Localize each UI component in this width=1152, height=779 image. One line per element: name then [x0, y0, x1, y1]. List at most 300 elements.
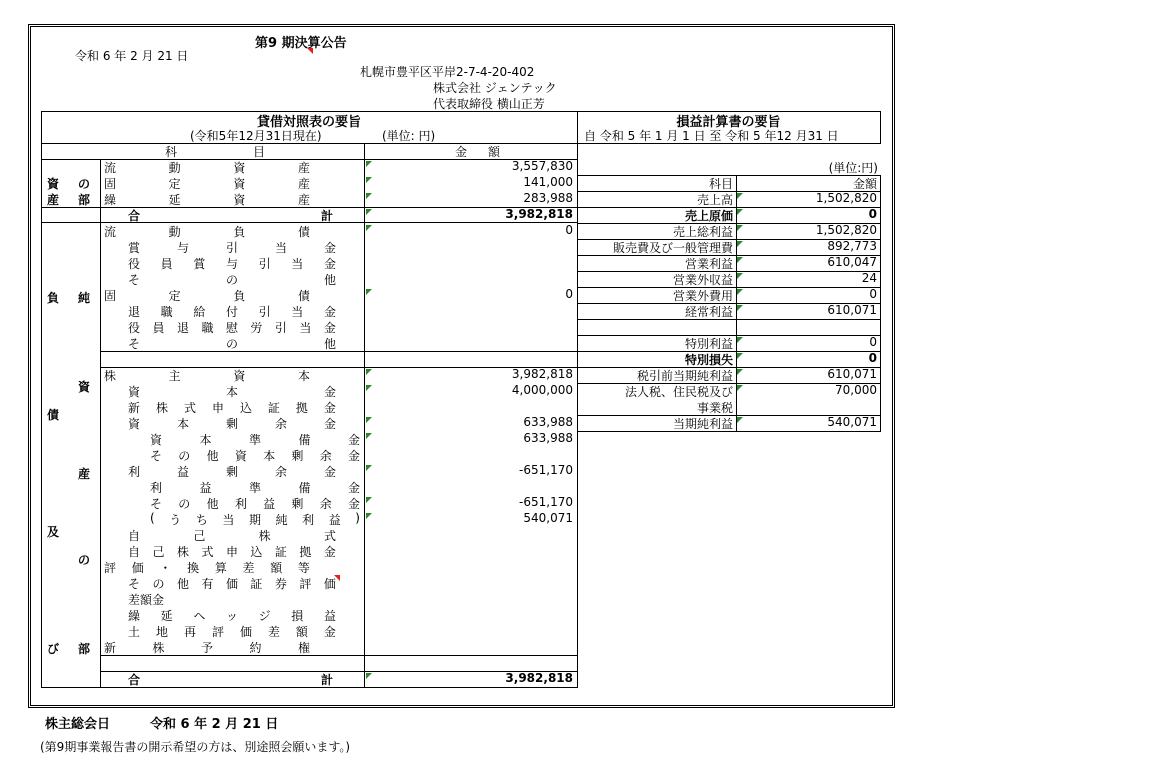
equity-item-16-char: 額: [295, 625, 308, 639]
le-side-label-1: 純: [78, 291, 91, 305]
equity-item-9-char: 期: [248, 513, 261, 527]
equity-item-16-char: 価: [239, 625, 252, 639]
equity-value-8: -651,170: [519, 495, 573, 509]
asset-item-0-char: 流: [104, 161, 117, 175]
equity-item-5-char: 余: [319, 449, 332, 463]
le-side-label-3: 債: [47, 408, 60, 422]
equity-item-1: [128, 383, 336, 400]
liability-item-0-char: 流: [104, 225, 117, 239]
liability-item-6-char: 引: [274, 321, 287, 335]
equity-item-3-char: 余: [274, 417, 287, 431]
equity-item-8-char: 他: [206, 497, 219, 511]
equity-item-8-char: 利: [234, 497, 247, 511]
pl-row-label-4: 営業利益: [684, 257, 733, 271]
equity-item-8-char: 金: [347, 497, 360, 511]
liability-item-1-char: 賞: [128, 241, 141, 255]
le-side-label-8: 部: [78, 642, 91, 656]
equity-item-15-char: 延: [160, 609, 173, 623]
assets-label-2: の: [78, 177, 91, 191]
asset-value-0: 3,557,830: [511, 159, 573, 173]
equity-item-4: [150, 431, 360, 448]
equity-value-4: 633,988: [523, 431, 573, 445]
pl-row-value-12: 70,000: [835, 383, 877, 397]
equity-item-17-char: 予: [200, 641, 213, 655]
pl-row-label-12: 法人税、住民税及び: [624, 385, 733, 399]
asset-value-1: 141,000: [523, 175, 573, 189]
pl-col-item: 科目: [708, 177, 733, 191]
equity-item-0-char: 資: [233, 369, 246, 383]
equity-item-2-char: 式: [183, 401, 196, 415]
equity-item-6-char: 金: [323, 465, 336, 479]
cell-note-marker: [737, 417, 743, 423]
equity-item-15-char: ヘ: [193, 609, 206, 623]
equity-item-12-char: 差: [242, 561, 255, 575]
liability-item-5: [128, 303, 336, 320]
pl-row-label-11: 税引前当期純利益: [636, 369, 733, 383]
equity-item-3-char: 金: [323, 417, 336, 431]
equity-item-17: [104, 639, 310, 656]
equity-item-6-char: 余: [274, 465, 287, 479]
liability-item-5-char: 引: [258, 305, 271, 319]
equity-item-0: [104, 367, 310, 384]
equity-item-3-char: 本: [176, 417, 189, 431]
equity-item-6-char: 益: [176, 465, 189, 479]
asset-item-2-char: 延: [168, 193, 181, 207]
equity-value-0: 3,982,818: [511, 367, 573, 381]
cell-note-marker: [737, 385, 743, 391]
equity-item-17-char: 権: [297, 641, 310, 655]
assets-label-3: 産: [47, 193, 60, 207]
liability-item-2: [128, 255, 336, 272]
grid-line: [577, 143, 881, 144]
equity-item-16: [128, 623, 336, 640]
liability-item-1-char: 金: [323, 241, 336, 255]
liability-item-6: [128, 319, 336, 336]
equity-item-4-char: 本: [199, 433, 212, 447]
bs-col-amount: [455, 143, 500, 160]
equity-item-16-char: 評: [211, 625, 224, 639]
equity-item-10-char: 己: [193, 529, 206, 543]
equity-item-0-char: 主: [168, 369, 181, 383]
equity-item-15: [128, 607, 336, 624]
pl-row-label-10: 特別損失: [684, 353, 733, 367]
equity-item-5-char: そ: [150, 449, 163, 463]
equity-item-1-char: 金: [323, 385, 336, 399]
assets-total-label-char: 計: [320, 209, 333, 223]
equity-value-9: 540,071: [523, 511, 573, 525]
pl-row-value-4: 610,047: [827, 255, 877, 269]
liability-item-2-char: 当: [291, 257, 304, 271]
cell-note-marker: [366, 433, 372, 439]
cell-note-marker: [737, 225, 743, 231]
equity-item-7-char: 利: [150, 481, 163, 495]
equity-item-12-char: 換: [187, 561, 200, 575]
equity-item-9-char: (: [150, 511, 155, 525]
liability-item-0: [104, 223, 310, 240]
equity-item-10-char: 式: [323, 529, 336, 543]
equity-item-13-char: 証: [250, 577, 263, 591]
cell-note-marker: [366, 385, 372, 391]
equity-item-11-char: 株: [176, 545, 189, 559]
liability-item-3-char: の: [225, 273, 238, 287]
cell-note-marker: [366, 417, 372, 423]
liability-item-6-char: 職: [201, 321, 214, 335]
equity-item-13-char: 他: [176, 577, 189, 591]
cell-note-marker: [366, 369, 372, 375]
pl-row-label-9: 特別利益: [684, 337, 733, 351]
pl-period: 自 令和 5 年 1 月 1 日 至 令和 5 年12 月31 日: [584, 129, 839, 143]
liability-item-6-char: 金: [323, 321, 336, 335]
equity-item-11-char: 金: [323, 545, 336, 559]
liability-item-2-char: 金: [323, 257, 336, 271]
equity-item-17-char: 約: [249, 641, 262, 655]
footer-note: (第9期事業報告書の開示希望の方は、別途照会願います。): [40, 740, 351, 754]
le-total-label-char: 合: [128, 673, 141, 687]
equity-item-2-char: 証: [267, 401, 280, 415]
liability-item-5-char: 職: [160, 305, 173, 319]
equity-item-1-char: 資: [128, 385, 141, 399]
cell-note-marker: [737, 273, 743, 279]
equity-item-9-char: 純: [275, 513, 288, 527]
equity-item-7-char: 準: [248, 481, 261, 495]
pl-row-label-5: 営業外収益: [672, 273, 733, 287]
liability-item-0-char: 負: [233, 225, 246, 239]
cell-note-marker: [737, 353, 743, 359]
equity-item-8-char: 益: [263, 497, 276, 511]
le-side-label-5: 及: [47, 525, 60, 539]
equity-item-7: [150, 479, 360, 496]
liability-item-5-char: 金: [323, 305, 336, 319]
asset-item-0-char: 資: [233, 161, 246, 175]
cell-note-marker: [366, 193, 372, 199]
equity-item-11-char: 証: [274, 545, 287, 559]
cell-note-marker: [366, 513, 372, 519]
equity-item-10-char: 株: [258, 529, 271, 543]
pl-row-value-2: 1,502,820: [815, 223, 877, 237]
cell-note-marker: [366, 465, 372, 471]
asset-item-2: [104, 191, 310, 208]
liability-item-1-char: 当: [274, 241, 287, 255]
asset-item-2-char: 繰: [104, 193, 117, 207]
asset-item-1-char: 定: [168, 177, 181, 191]
equity-item-12-char: 評: [104, 561, 117, 575]
bs-col-amount-char: 金: [455, 145, 468, 159]
asset-value-2: 283,988: [523, 191, 573, 205]
pl-row-label-14: 当期純利益: [672, 417, 733, 431]
equity-item-3: [128, 415, 336, 432]
pl-row-label-0: 売上高: [696, 193, 733, 207]
equity-item-8-char: そ: [150, 497, 163, 511]
liability-item-0-char: 動: [168, 225, 181, 239]
liability-item-4-char: 定: [168, 289, 181, 303]
grid-line: [41, 687, 578, 688]
liability-item-4-char: 債: [297, 289, 310, 303]
liability-value-4: 0: [565, 287, 573, 301]
equity-item-8: [150, 495, 360, 512]
pl-row-value-11: 610,071: [827, 367, 877, 381]
pl-row-label-13: 事業税: [696, 401, 733, 415]
equity-item-7-char: 金: [347, 481, 360, 495]
equity-item-1-char: 本: [225, 385, 238, 399]
equity-item-16-char: 土: [128, 625, 141, 639]
equity-item-5-char: 本: [263, 449, 276, 463]
equity-item-7-char: 益: [199, 481, 212, 495]
grid-line: [100, 351, 578, 352]
liability-item-7-char: の: [225, 337, 238, 351]
equity-item-12: [104, 559, 310, 576]
pl-row-label-2: 売上総利益: [672, 225, 733, 239]
liability-item-7-char: そ: [128, 337, 141, 351]
liability-item-2-char: 賞: [193, 257, 206, 271]
equity-item-6-char: 剰: [225, 465, 238, 479]
liability-item-3-char: そ: [128, 273, 141, 287]
equity-item-13-char: 有: [201, 577, 214, 591]
liability-item-3: [128, 271, 336, 288]
liability-item-3-char: 他: [323, 273, 336, 287]
equity-item-4-char: 資: [150, 433, 163, 447]
cell-note-marker: [737, 337, 743, 343]
equity-item-16-char: 再: [183, 625, 196, 639]
equity-item-11-char: 自: [128, 545, 141, 559]
pl-row-label-3: 販売費及び一般管理費: [612, 241, 733, 255]
liability-item-4-char: 負: [233, 289, 246, 303]
cell-note-marker: [737, 209, 743, 215]
bs-col-item-char: 科: [165, 145, 178, 159]
le-side-label-4: 産: [78, 467, 91, 481]
assets-total-label-char: 合: [128, 209, 141, 223]
equity-item-2-char: 申: [211, 401, 224, 415]
representative: 代表取締役 横山正芳: [433, 97, 545, 111]
equity-value-6: -651,170: [519, 463, 573, 477]
equity-item-2-char: 新: [128, 401, 141, 415]
equity-item-12-char: 等: [297, 561, 310, 575]
equity-item-5: [150, 447, 360, 464]
cell-note-marker: [366, 497, 372, 503]
equity-item-16-char: 金: [323, 625, 336, 639]
equity-item-12-char: ・: [159, 561, 172, 575]
cell-note-marker: [737, 289, 743, 295]
asset-item-0-char: 産: [297, 161, 310, 175]
le-side-label-7: び: [47, 642, 60, 656]
pl-row-value-9: 0: [869, 335, 877, 349]
comment-marker: [307, 48, 313, 54]
equity-item-4-char: 金: [347, 433, 360, 447]
equity-item-2-char: 株: [155, 401, 168, 415]
liability-item-7-char: 他: [323, 337, 336, 351]
asset-item-0-char: 動: [168, 161, 181, 175]
cell-note-marker: [737, 241, 743, 247]
equity-item-15-char: ッ: [225, 609, 238, 623]
liability-item-6-char: 役: [128, 321, 141, 335]
pl-col-amount: 金額: [852, 177, 877, 191]
cell-note-marker: [366, 673, 372, 679]
equity-item-9-char: ): [355, 511, 360, 525]
equity-item-11-char: 拠: [299, 545, 312, 559]
asset-item-1-char: 産: [297, 177, 310, 191]
liability-item-2-char: 役: [128, 257, 141, 271]
pl-unit: (単位:円): [828, 161, 878, 175]
liability-item-0-char: 債: [297, 225, 310, 239]
equity-item-9-char: 利: [302, 513, 315, 527]
liability-item-6-char: 慰: [225, 321, 238, 335]
pl-row-value-10: 0: [868, 351, 877, 365]
bs-title: 貸借対照表の要旨: [256, 115, 361, 130]
grid-line: [100, 159, 101, 687]
asset-item-1-char: 固: [104, 177, 117, 191]
liability-item-1-char: 与: [176, 241, 189, 255]
equity-item-15-char: 繰: [128, 609, 141, 623]
equity-item-16-char: 差: [267, 625, 280, 639]
grid-line: [880, 111, 881, 143]
equity-item-13-char: 価: [323, 577, 336, 591]
equity-value-3: 633,988: [523, 415, 573, 429]
pl-row-value-7: 610,071: [827, 303, 877, 317]
equity-item-16-char: 地: [155, 625, 168, 639]
cell-note-marker: [366, 289, 372, 295]
liability-item-5-char: 付: [225, 305, 238, 319]
liability-item-5-char: 退: [128, 305, 141, 319]
equity-item-2: [128, 399, 336, 416]
pl-row-value-0: 1,502,820: [815, 191, 877, 205]
equity-item-13: [128, 575, 336, 592]
equity-item-5-char: 剰: [291, 449, 304, 463]
asset-item-0: [104, 159, 310, 176]
bs-top-border: [41, 111, 578, 112]
cell-note-marker: [737, 305, 743, 311]
asset-item-2-char: 産: [297, 193, 310, 207]
asset-item-1: [104, 175, 310, 192]
equity-item-12-char: 算: [214, 561, 227, 575]
equity-item-13-char: 価: [225, 577, 238, 591]
equity-item-9-char: う: [169, 513, 182, 527]
notice-date: 令和 6 年 2 月 21 日: [75, 49, 189, 63]
equity-item-11-char: 式: [201, 545, 214, 559]
assets-label-4: 部: [78, 193, 91, 207]
equity-item-9-char: ち: [195, 513, 208, 527]
liability-item-1: [128, 239, 336, 256]
liability-item-6-char: 退: [176, 321, 189, 335]
le-total-value: 3,982,818: [505, 671, 573, 685]
le-total-label-char: 計: [320, 673, 333, 687]
pl-row-value-3: 892,773: [827, 239, 877, 253]
equity-item-2-char: 込: [239, 401, 252, 415]
equity-item-14: 差額金: [128, 593, 165, 607]
equity-item-13-char: 券: [274, 577, 287, 591]
equity-item-10-char: 自: [128, 529, 141, 543]
equity-item-17-char: 株: [152, 641, 165, 655]
liability-item-2-char: 引: [258, 257, 271, 271]
equity-item-8-char: 余: [319, 497, 332, 511]
equity-item-4-char: 準: [248, 433, 261, 447]
cell-note-marker: [737, 193, 743, 199]
company-address: 札幌市豊平区平岸2-7-4-20-402: [360, 65, 535, 79]
equity-item-11: [128, 543, 336, 560]
equity-item-15-char: ジ: [258, 609, 271, 623]
cell-note-marker: [366, 209, 372, 215]
equity-item-9-char: 益: [328, 513, 341, 527]
pl-top-border: [577, 111, 881, 112]
equity-item-5-char: の: [178, 449, 191, 463]
meeting-label: 株主総会日: [45, 717, 111, 732]
cell-note-marker: [737, 369, 743, 375]
liability-value-0: 0: [565, 223, 573, 237]
equity-item-17-char: 新: [104, 641, 117, 655]
equity-item-8-char: 剰: [291, 497, 304, 511]
bs-col-item-char: 目: [252, 145, 265, 159]
pl-row-label-1: 売上原価: [684, 209, 733, 223]
equity-item-8-char: の: [178, 497, 191, 511]
pl-title: 損益計算書の要旨: [676, 115, 781, 130]
equity-item-11-char: 己: [152, 545, 165, 559]
bs-col-amount-char: 額: [487, 145, 500, 159]
equity-item-9-char: 当: [222, 513, 235, 527]
liability-item-5-char: 当: [291, 305, 304, 319]
equity-item-12-char: 価: [131, 561, 144, 575]
equity-item-11-char: 申: [225, 545, 238, 559]
liability-item-7: [128, 335, 336, 352]
asset-item-1-char: 資: [233, 177, 246, 191]
equity-item-2-char: 金: [323, 401, 336, 415]
company-name: 株式会社 ジェンテック: [433, 81, 557, 95]
assets-total-value: 3,982,818: [505, 207, 573, 221]
equity-item-6-char: 利: [128, 465, 141, 479]
bs-col-item: [165, 143, 265, 160]
liability-item-5-char: 給: [193, 305, 206, 319]
equity-item-5-char: 他: [206, 449, 219, 463]
comment-marker: [334, 575, 340, 581]
grid-line: [41, 111, 42, 687]
pl-row-label-6: 営業外費用: [672, 289, 733, 303]
cell-note-marker: [737, 257, 743, 263]
equity-item-2-char: 拠: [295, 401, 308, 415]
equity-item-0-char: 株: [104, 369, 117, 383]
grid-line: [577, 319, 881, 320]
cell-note-marker: [366, 225, 372, 231]
liability-item-4-char: 固: [104, 289, 117, 303]
equity-item-6: [128, 463, 336, 480]
liability-item-4: [104, 287, 310, 304]
bs-subtitle: (令和5年12月31日現在): [190, 129, 322, 143]
equity-item-13-char: そ: [128, 577, 141, 591]
notice-title: 第9 期決算公告: [255, 36, 347, 51]
grid-line: [100, 655, 578, 656]
equity-item-13-char: 評: [299, 577, 312, 591]
liability-item-6-char: 員: [152, 321, 165, 335]
pl-row-value-6: 0: [869, 287, 877, 301]
equity-value-1: 4,000,000: [511, 383, 573, 397]
equity-item-5-char: 資: [234, 449, 247, 463]
equity-item-3-char: 剰: [225, 417, 238, 431]
equity-item-15-char: 損: [291, 609, 304, 623]
equity-item-10: [128, 527, 336, 544]
liability-item-6-char: 労: [250, 321, 263, 335]
equity-item-11-char: 込: [250, 545, 263, 559]
equity-item-9: [150, 511, 360, 528]
liability-item-1-char: 引: [225, 241, 238, 255]
pl-row-value-5: 24: [861, 271, 877, 285]
liability-item-2-char: 員: [160, 257, 173, 271]
equity-item-0-char: 本: [297, 369, 310, 383]
meeting-date: 令和 6 年 2 月 21 日: [150, 717, 279, 732]
equity-item-5-char: 金: [347, 449, 360, 463]
le-side-label-6: の: [78, 553, 91, 567]
pl-row-value-1: 0: [868, 207, 877, 221]
equity-item-7-char: 備: [298, 481, 311, 495]
equity-item-15-char: 益: [323, 609, 336, 623]
cell-note-marker: [366, 161, 372, 167]
cell-note-marker: [366, 177, 372, 183]
asset-item-2-char: 資: [233, 193, 246, 207]
